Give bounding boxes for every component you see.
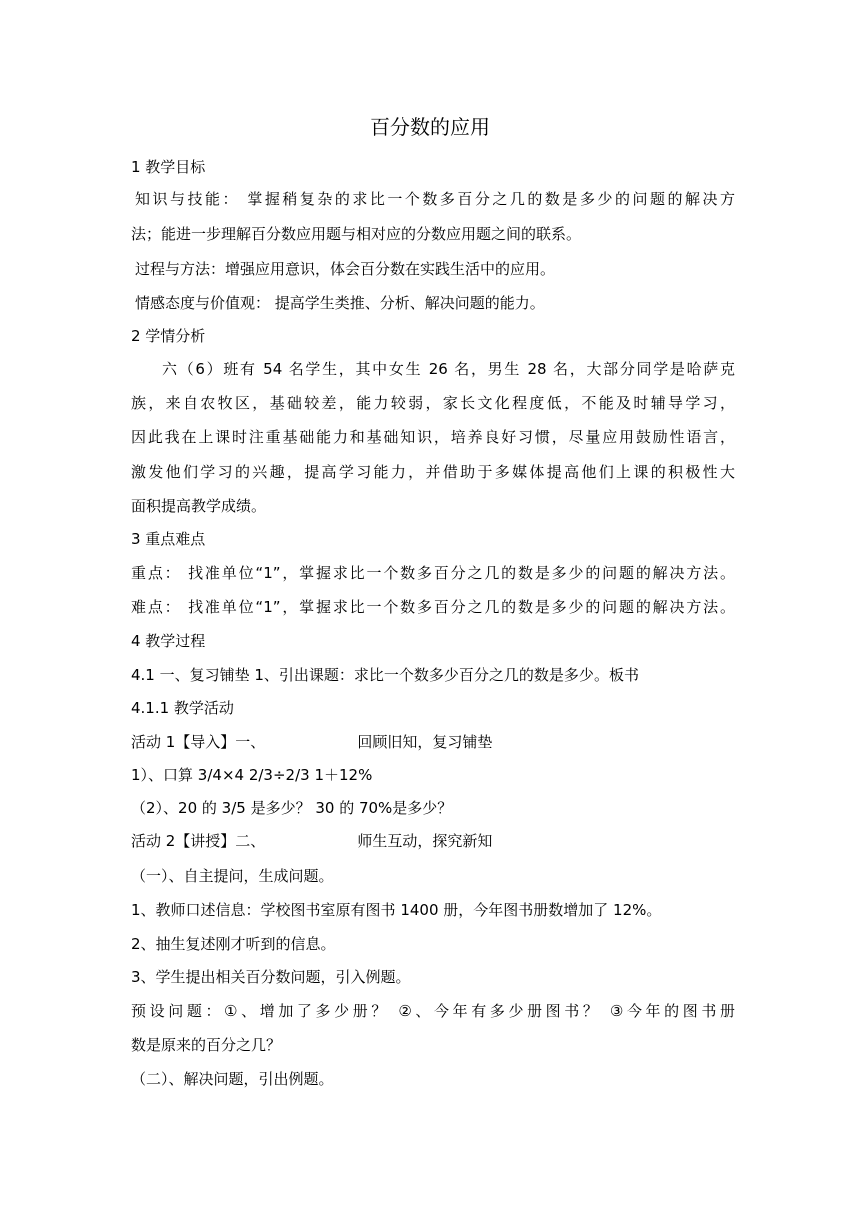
goal-process: 过程与方法：增强应用意识，体会百分数在实践生活中的应用。 [135,260,556,278]
part-2-heading: （二）、解决问题，引出例题。 [131,1070,334,1088]
analysis-line-3: 因此我在上课时注重基础能力和基础知识，培养良好习惯，尽量应用鼓励性语言， [131,428,735,446]
document-title: 百分数的应用 [370,115,490,139]
activity-2-heading [131,830,735,852]
analysis-line-5: 面积提高教学成绩。 [131,497,267,515]
preset-questions-line-2: 数是原来的百分之几？ [131,1036,282,1054]
goal-emotion: 情感态度与价值观： 提高学生类推、分析、解决问题的能力。 [135,294,545,312]
activity-2-title: 师生互动，探究新知 [357,832,493,850]
goal-knowledge-line-2: 法；能进一步理解百分数应用题与相对应的分数应用题之间的联系。 [131,225,582,243]
section-heading-goals: 1 教学目标 [131,158,206,176]
analysis-line-1: 六（6）班有 54 名学生，其中女生 26 名，男生 28 名，大部分同学是哈萨克 [162,360,735,378]
step-1: 1、教师口述信息：学校图书室原有图书 1400 册，今年图书册数增加了 12%。 [131,901,662,919]
analysis-line-2: 族，来自农牧区，基础较差，能力较弱，家长文化程度低，不能及时辅导学习， [131,394,735,412]
goal-knowledge-line-1: 知识与技能： 掌握稍复杂的求比一个数多百分之几的数是多少的问题的解决方 [135,190,735,208]
analysis-line-4: 激发他们学习的兴趣，提高学习能力，并借助于多媒体提高他们上课的积极性大 [131,463,735,481]
activity-1-title: 回顾旧知，复习铺垫 [357,733,493,751]
activity-1-prefix: 活动 1【导入】一、 [131,733,266,751]
subsection-4-1: 4.1 一、复习铺垫 1、引出课题：求比一个数多少百分之几的数是多少。板书 [131,666,639,684]
section-heading-key-points: 3 重点难点 [131,530,206,548]
difficult-point: 难点： 找准单位“1”，掌握求比一个数多百分之几的数是多少的问题的解决方法。 [131,598,735,616]
part-1-heading: （一）、自主提问，生成问题。 [131,867,334,885]
activity-2-prefix: 活动 2【讲授】二、 [131,832,266,850]
question-2: （2）、20 的 3/5 是多少？ 30 的 70%是多少？ [131,799,453,817]
key-point: 重点： 找准单位“1”，掌握求比一个数多百分之几的数是多少的问题的解决方法。 [131,564,735,582]
preset-questions-line-1: 预设问题：①、增加了多少册？ ②、今年有多少册图书？ ③今年的图书册 [131,1002,735,1020]
activity-1-heading [131,731,735,753]
step-3: 3、学生提出相关百分数问题，引入例题。 [131,968,411,986]
oral-calculation: 1）、口算 3/4×4 2/3÷2/3 1＋12% [131,766,373,784]
section-heading-analysis: 2 学情分析 [131,327,206,345]
subsection-4-1-1: 4.1.1 教学活动 [131,699,234,717]
step-2: 2、抽生复述刚才听到的信息。 [131,935,336,953]
section-heading-process: 4 教学过程 [131,632,206,650]
